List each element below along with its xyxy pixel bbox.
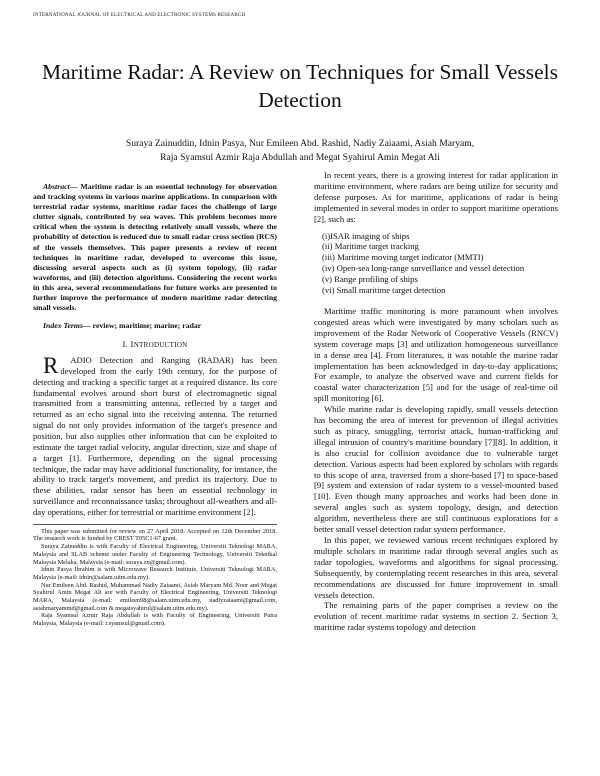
list-item: (iv) Open-sea long-range surveillance and vessel detection [322,263,525,274]
index-terms [33,321,277,331]
section-title-rest: NTRODUCTION [133,341,188,350]
footnote: Suraya Zainuddin is with Faculty of Electrical Engineering, Universiti Teknologi MARA, Malaysia and SLAB scheme under Faculty of Engineering Technology, Universiti Teknikal Malaysia Melaka, Malaysia (e-mail: suraya.zn@gmail.com). [33,543,277,566]
abstract [33,182,277,313]
authors-line-2: Raja Syamsul Azmir Raja Abdullah and Megat Syahirul Amin Megat Ali [160,151,440,163]
list-item: (i)ISAR imaging of ships [322,230,410,241]
right-column [314,170,558,633]
authors-line-1: Suraya Zainuddin, Idnin Pasya, Nur Emileen Abd. Rashid, Nadiy Zaiaami, Asiah Maryam, [125,138,475,149]
section-numeral: I. [122,339,131,350]
list-item: (ii) Maritime target tracking [322,241,419,252]
paragraph: The remaining parts of the paper comprises a review on the evolution of recent maritime radar systems in section 2. Section 3, maritime radar systems topology and detection [314,600,558,633]
intro-text: ADIO Detection and Ranging (RADAR) has been developed from the early 19th century, for the purpose of detecting and tracking a specific target at a required distance. Its core fundamental evolves around short burst of electromagnetic signal transmitted from a transmitting antenna, reflected by a target and returned as an echo signal into the receiving antenna. The returned signal do not only provides information of the target's presence and position, but also supplies other information that can be exploited to estimate the target radial velocity, angular direction, size and shape of a target [1]. Furthermore, depending on the signal processing technique, the radar may have additional functionality, for instance, the ability to track target's movement, and predict its trajectory. Due to these abilities, radar sensor has been an essential technology in surveillance and reconnaissance tasks; throughout all-weathers and all-day operations, either for terrestrial or maritime environment [2]. [33,355,277,517]
drop-cap: R [43,353,59,379]
paragraph: In recent years, there is a growing interest for radar application in maritime environment, where radars are being utilize for security and defense purposes. As for maritime, applications of radar is being implemented in several modes in order to support maritime operations [2], such as: [314,170,558,224]
journal-header: INTERNATIONAL JOURNAL OF ELECTRICAL AND ELECTRONIC SYSTEMS RESEARCH [33,12,246,18]
index-terms-label: Index Terms [43,321,83,331]
paragraph: While marine radar is developing rapidly, small vessels detection has becoming the area of interest for prevention of illegal activities such as piracy, smuggling, terrorist attack, human-trafficking and illegal intrusion of country's maritime boundary [7][8]. In addition, it is also crucial for collision avoidance due to vulnerable target detection. Various aspects had been explored by scholars with regards to this scope of area, traversed from a shore-based [7] to space-based [9] system and extension of radar system to a vessel-mounted based [10]. Even though many approaches and works had been done in several angles such as system topology, design, and detection algorithm, nevertheless there are still continuous explorations for a better small vessel detection radar system performance. [314,404,558,535]
footnote: Nur Emileen Abd. Rashid, Muhammad Nadiy Zaiaami, Asiah Maryam Md. Noor and Megat Syahirul Amin Megat Ali are with Faculty of Electrical Engineering, Universiti Teknologi MARA, Malaysia (e-mail: emileen98@salam.uitm.edu.my, nadiyzaiaami@gmail.com, asiahmaryammd@gmail.com & megatsyahirul@salam.uitm.edu.my). [33,581,277,612]
index-terms-text: — review; maritime; marine; radar [82,321,202,331]
intro-paragraph [33,355,277,518]
left-column [33,182,277,628]
list-item: (vi) Small maritime target detection [322,285,446,296]
footnote: Idnin Pasya Ibrahim is with Microwave Research Institute, Universiti Teknologi MARA, Malaysia (e-mail: idnin@salam.uitm.edu.my). [33,566,277,581]
section-heading-introduction [33,339,277,351]
footnotes [33,524,277,628]
operations-list [322,231,558,296]
list-item: (iii) Maritime moving target indicator (MMTI) [322,252,484,263]
abstract-label: Abstract [43,182,70,191]
footnote: This paper was submitted for review on 27 April 2018. Accepted on 12th December 2018. The research work is funded by CREST T05C1-67 grant. [33,527,277,543]
section-title-initial: I [130,339,134,350]
footnote: Raja Syamsul Azmir Raja Abdullah is with Faculty of Engineering, Universiti Putra Malaysia, Malaysia (e-mail: r.syamsul@gmail.com). [33,612,277,628]
paper-title: Maritime Radar: A Review on Techniques for Small Vessels Detection [41,60,558,112]
abstract-text: — Maritime radar is an essential technology for observation and tracking systems in various marine applications. In comparison with terrestrial radar systems, maritime radar faces the challenge of large clutter signals, contributed by sea waves. This problem becomes more critical when the system is detecting relatively small vessels, where the probability of detection is reduced due to small radar cross section (RCS) of the vessels themselves. This paper presents a review of recent techniques in maritime radar, developed to overcome this issue, discussing several aspects such as (i) system topology, (ii) radar waveforms, and (iii) detection algorithms. Considering the recent works in this area, several recommendations for future works are presented to further improve the performance of modern maritime radar detecting small vessels. [33,182,277,313]
list-item: (v) Range profiling of ships [322,274,418,285]
author-list [40,137,560,164]
paragraph: In this paper, we reviewed various recent techniques explored by multiple scholars in maritime radar through several angles such as radar topologies, waveforms and algorithms for signal processing. Subsequently, by contemplating recent researches in this area, several recommendations are discussed for future improvement in small vessels detection. [314,535,558,600]
paragraph: Maritime traffic monitoring is more paramount when involves congested areas which were investigated by many scholars such as improvement of the Radar Network of Cooperative Vessels (RNCV) system coverage maps [3] and utilization homogeneous surveillance in a dense area [4]. From literatures, it was notable the marine radar implementation has been acknowledged in day-to-day applications; For example, to analyze the observed wave and current fields for coastal water characterization [5] and for the usage of real-time oil spill monitoring [6]. [314,305,558,404]
